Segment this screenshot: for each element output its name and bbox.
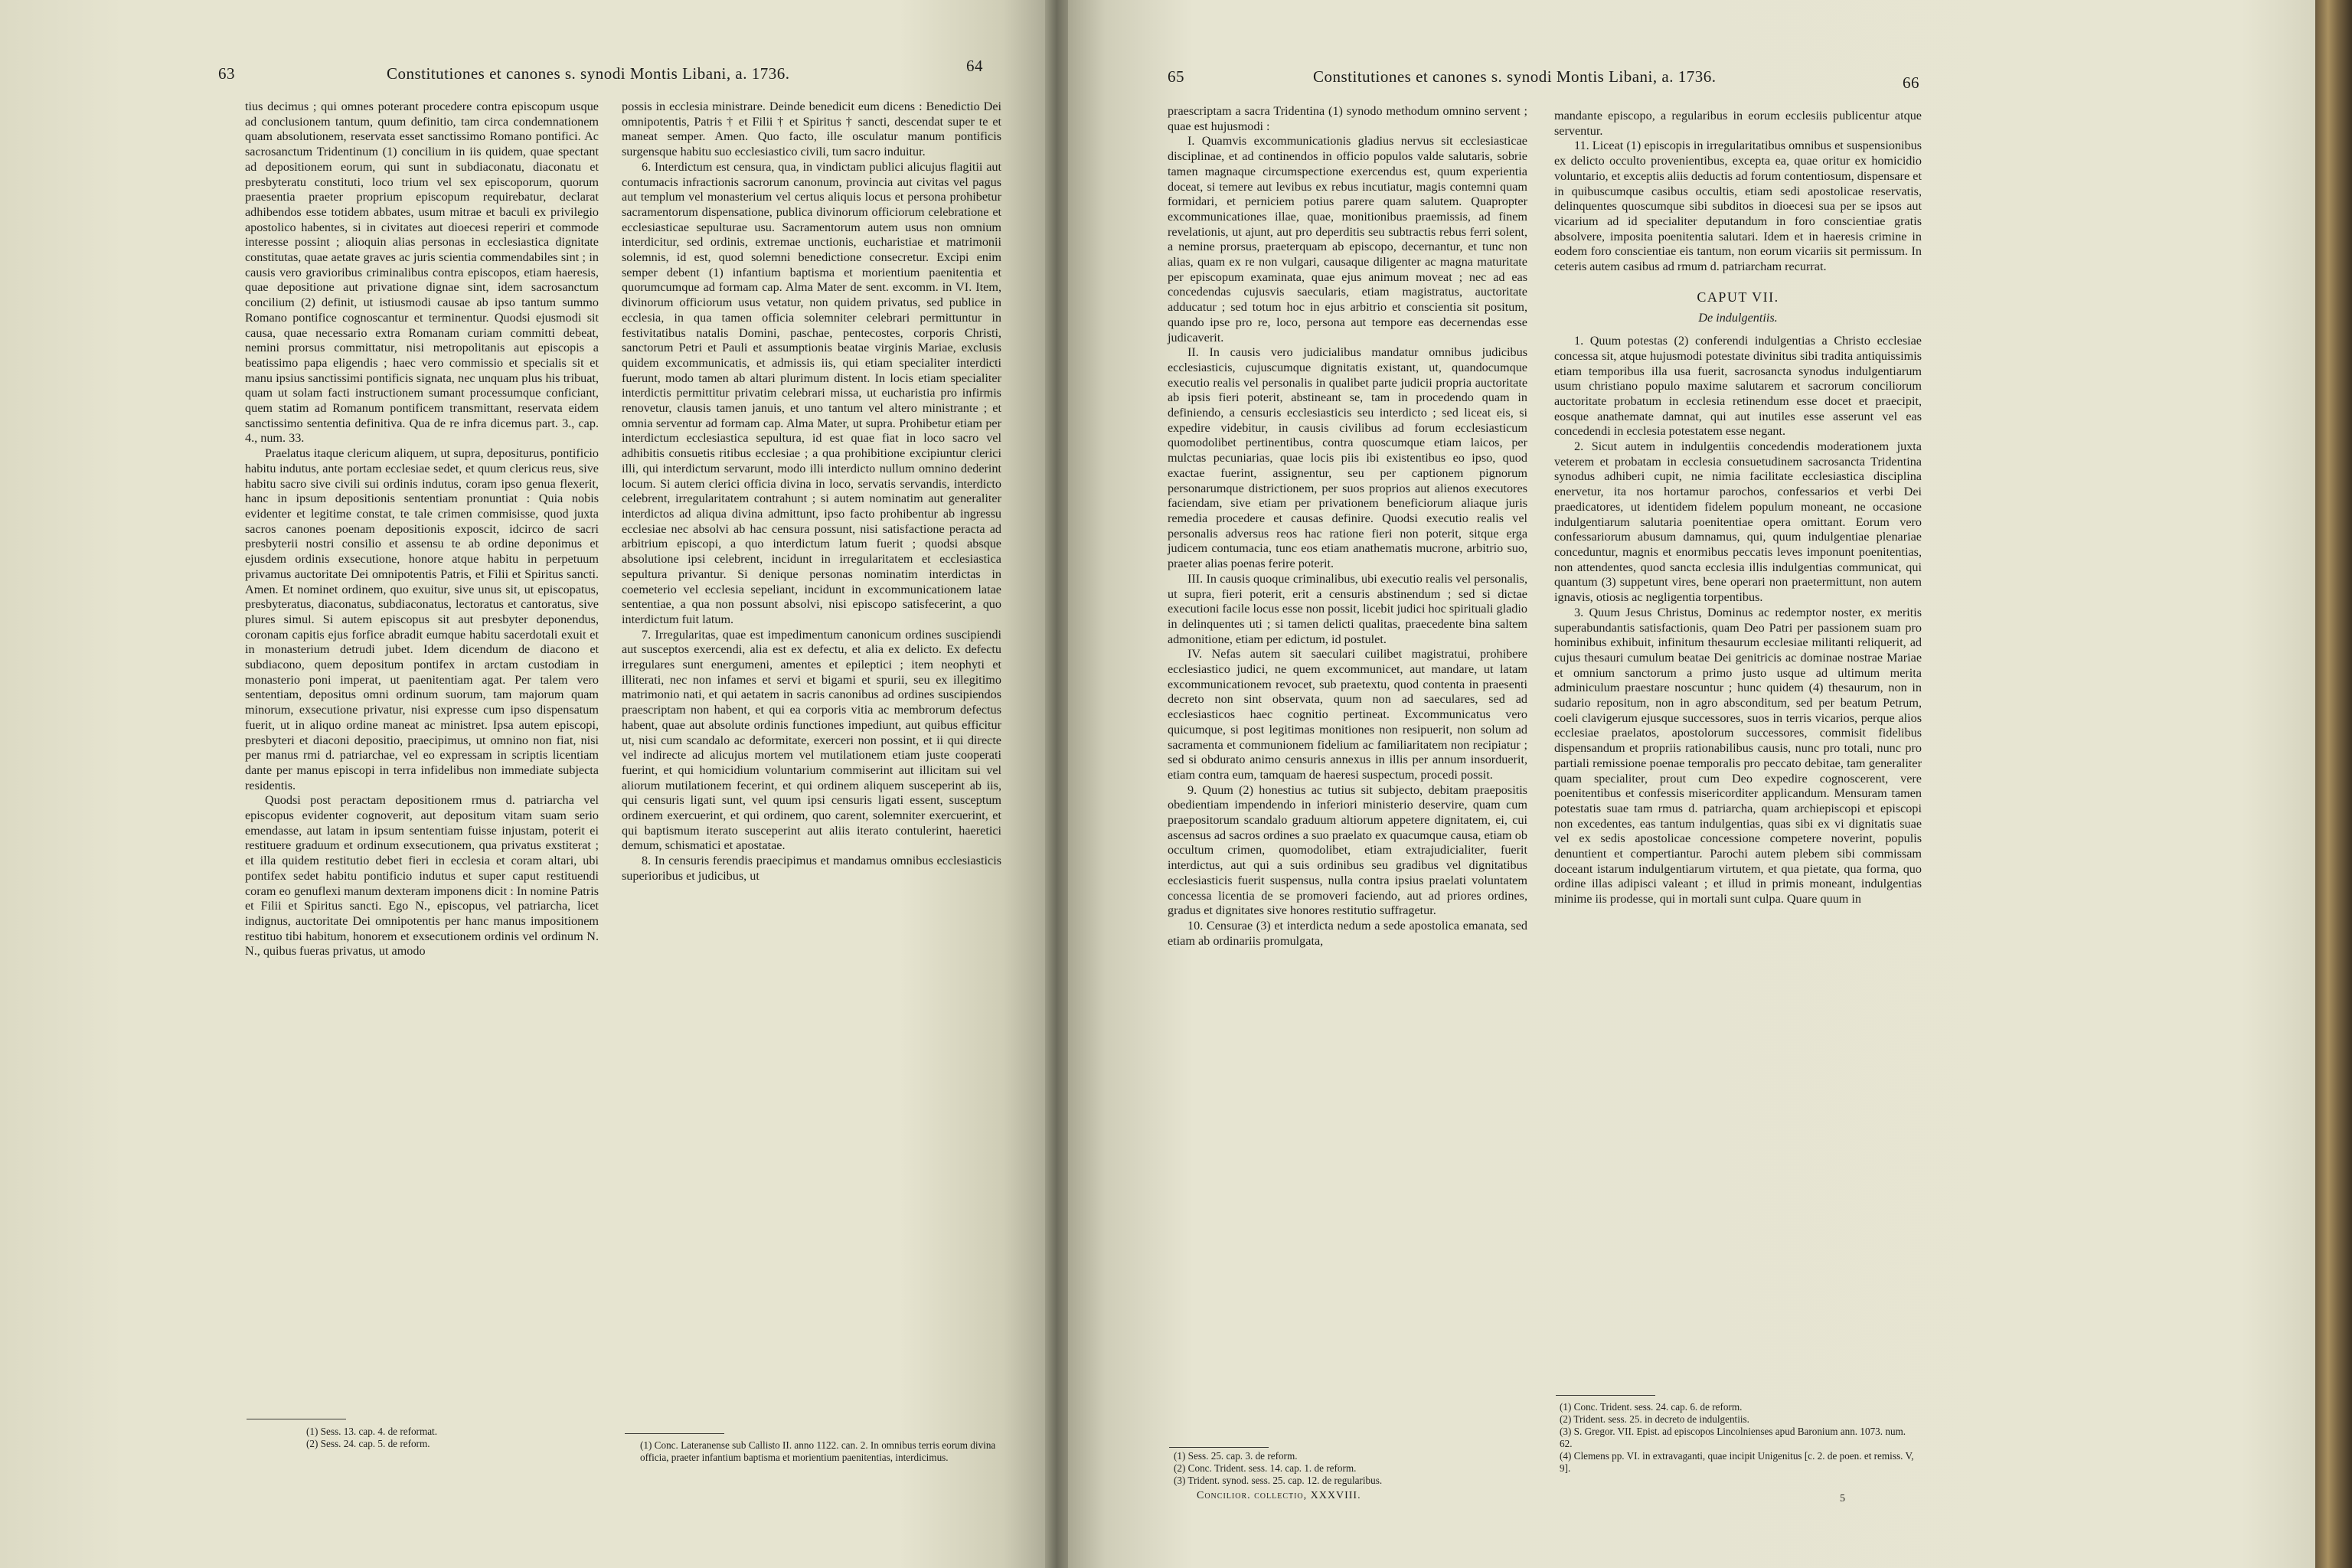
left-running-head: Constitutiones et canones s. synodi Montis Libani, a. 1736. bbox=[387, 64, 790, 83]
book-page-edges bbox=[2315, 0, 2352, 1568]
signature-number: 5 bbox=[1840, 1493, 1845, 1504]
right-column-1 bbox=[1168, 104, 1527, 949]
paragraph: 1. Quum potestas (2) conferendi indulgentias a Christo ecclesiae concessa sit, atque hujusmodi potestate divinitus sibi tradita antiquissimis etiam temporibus illa usa fuerit, sacrosancta synodus indulgentiarum usum christiano populo maxime salutarem et sacrorum conciliorum auctoritate probatum in ecclesia retinendum esse docet et praecipit, eosque anathemate damnat, qui aut inutiles esse asserunt vel eas concedendi in ecclesia potestatem esse negant. bbox=[1554, 334, 1922, 439]
signature-mark: Concilior. collectio, XXXVIII. bbox=[1197, 1490, 1361, 1501]
right-footnotes-1 bbox=[1174, 1450, 1534, 1487]
footnote-rule bbox=[1169, 1447, 1269, 1448]
chapter-subtitle: De indulgentiis. bbox=[1698, 311, 1778, 325]
footnote: (2) Conc. Trident. sess. 14. cap. 1. de reform. bbox=[1174, 1462, 1357, 1474]
left-footnotes-1 bbox=[306, 1426, 597, 1450]
paragraph: 8. In censuris ferendis praecipimus et mandamus omnibus ecclesiasticis superioribus et judicibus, ut bbox=[622, 854, 1001, 883]
footnote: (2) Sess. 24. cap. 5. de reform. bbox=[306, 1438, 430, 1449]
footnote: (3) S. Gregor. VII. Epist. ad episcopos Lincolnienses apud Baronium ann. 1073. num. 62. bbox=[1560, 1426, 1906, 1449]
paragraph: 10. Censurae (3) et interdicta nedum a sede apostolica emanata, sed etiam ab ordinariis promulgata, bbox=[1168, 918, 1527, 948]
footnote-rule bbox=[625, 1433, 724, 1434]
paragraph: 11. Liceat (1) episcopis in irregularitatibus omnibus et suspensionibus ex delicto occulto provenientibus, excepta ea, quae oritur ex homicidio voluntario, et exceptis aliis deductis ad forum contentiosum, dispensare et in quibuscumque casibus occultis, etiam sedi apostolicae reservatis, delinquentes quoscumque sibi subditos in dioecesi sua per se ipsos aut vicarium ad id specialiter deputandum in foro conscientiae gratis absolvere, imposita poenitentia salutari. Idem et in haeresis crimine in eodem foro conscientiae eis tantum, non eorum vicariis sit permissum. In ceteris autem casibus ad rmum d. patriarcham recurrat. bbox=[1554, 139, 1922, 274]
footnote: (1) Conc. Trident. sess. 24. cap. 6. de reform. bbox=[1560, 1401, 1743, 1413]
paragraph: 2. Sicut autem in indulgentiis concedendis moderationem juxta veterem et probatam in ecclesia consuetudinem sacrosancta Tridentina synodus adhiberi cupit, ne nimia facilitate ecclesiastica disciplina enervetur, ita nos hortamur parochos, confessarios et verbi Dei praedicatores, ut identidem fidelem populum moneant, ne occasione indulgentiarum salutaria poenitentiae opera omittant. Eorum vero confessariorum abusum damnamus, qui, quum indulgentiae plenariae conceduntur, magnis et enormibus peccatis leves imponunt poenitentias, non attendentes, quod sancta ecclesia illis indulgentias communicat, qui quantum (3) suppetunt vires, bene operari non praetermittunt, non autem ignavis, otiosis ac negligentia torpentibus. bbox=[1554, 439, 1922, 605]
paragraph: 6. Interdictum est censura, qua, in vindictam publici alicujus flagitii aut contumacis infractionis sacrorum canonum, provincia aut civitas vel pagus aut templum vel monasterium vel certus aliquis locus et persona prohibetur sacramentorum dispensatione, publica divinorum officiorum celebratione et ecclesiasticae sepulturae usu. Sacramentorum autem usus non omnium interdicitur, sed ordinis, extremae unctionis, eucharistiae et matrimonii solemnis, id est, quod solemni benedictione consecretur. Excipi enim semper debent (1) infantium baptisma et morientium paenitentia et quorumcumque ad formam cap. Alma Mater de sent. excomm. in VI. Item, divinorum officiorum usus vetatur, non quidem privatus, sed publice in ecclesia, in qua tamen officia solemniter celebrari permittuntur in festivitatibus natalis Domini, paschae, pentecostes, corporis Christi, sanctorum Petri et Pauli et assumptionis beatae virginis Mariae, exclusis quidem excommunicatis, et admissis iis, qui etiam specialiter interdicti fuerunt, modo tamen ab altari plurimum distent. In locis etiam specialiter interdictis permittitur privatim celebrari missa, ut eucharistia pro infirmis renovetur, clausis tamen januis, et uno tantum vel altero ministrante ; et omnia serventur ad formam cap. Alma Mater, ut supra. Prohibetur etiam per interdictum ecclesiastica sepultura, id est quae fiat in loco sacro vel adhibitis consuetis ritibus ecclesiae ; a qua prohibitione excipiuntur clerici illi, qui interdictum servarunt, modo illi interdicto nullum omnino dederint locum. Si autem clerici officia divina in loco, servatis servandis, interdicto celebrent, irregularitatem contrahunt ; si autem nominatim aut generaliter interdictos ad aliqua divina admittunt, ipso facto prohibentur ab ingressu ecclesiae nec absolvi ab hac censura possunt, nisi satisfactione peracta ad arbitrium episcopi, a quo interdictum latum fuerit ; quodsi absque absolutione ipsi celebrent, incidunt in irregularitatem et ecclesiastica sepultura privantur. Si denique personas nominatim interdictas in coemeterio vel ecclesia sepeliant, incidunt in excommunicationem latae sententiae, a qua non possunt absolvi, nisi episcopo satisfecerint, a quo interdictum fuit latum. bbox=[622, 159, 1001, 626]
paragraph: I. Quamvis excommunicationis gladius nervus sit ecclesiasticae disciplinae, et ad continendos in officio populos valde salutaris, sobrie tamen magnaque circumspectione exercendus est, quum experientia doceat, si temere aut levibus ex rebus incutiatur, magis contemni quam formidari, et perniciem potius parere quam salutem. Quapropter excommunicationes illae, quae, monitionibus praemissis, ad finem revelationis, ut ajunt, aut pro deperditis seu subtractis rebus ferri solent, a nemine prorsus, praeterquam ab episcopo, decernantur, et tunc non alias, quam ex re non vulgari, causaque diligenter ac magna maturitate per episcopum examinata, quae ejus animum moveat ; nec ad eas concedendas cujusvis saecularis, etiam magistratus, auctoritate adducatur ; sed totum hoc in ejus arbitrio et conscientia sit positum, quando ipse pro re, loco, persona aut tempore eas decernendas esse judicaverit. bbox=[1168, 134, 1527, 345]
footnote-rule bbox=[1556, 1395, 1655, 1396]
page-number-63: 63 bbox=[218, 64, 235, 83]
paragraph: possis in ecclesia ministrare. Deinde benedicit eum dicens : Benedictio Dei omnipotentis, Patris † et Filii † et Spiritus † sancti, descendat super te et maneat semper. Amen. Quo facto, ille osculatur manum pontificis surgensque habitu suo ecclesiastico civili, tum sacro induitur. bbox=[622, 100, 1001, 159]
paragraph: Quodsi post peractam depositionem rmus d. patriarcha vel episcopus evidenter cognoverit, aut depositum vitam suam serio emendasse, aut latam in ipsum sententiam fuisse injustam, poterit ei restituere graduum et ordinum exsecutionem, qua privatus exstiterat ; et illa quidem restitutio debet fieri in ecclesia et coram altari, ubi pontifex sedet habitu pontificio indutus et super caput restituendi coram eo genuflexi manum dexteram imponens dicit : In nomine Patris et Filii et Spiritus sancti. Ego N., episcopus, vel patriarcha, licet indignus, auctoritate Dei omnipotentis per hanc manus impositionem restituo tibi habitum, honorem et exsecutionem ordinis vel ordinum N. N., quibus fueras privatus, ut amodo bbox=[245, 793, 599, 959]
paragraph: 7. Irregularitas, quae est impedimentum canonicum ordines suscipiendi aut susceptos exercendi, alia est ex defectu, et alia ex delicto. Ex defectu irregulares sunt energumeni, amentes et epileptici ; item neophyti et illiterati, nec non infames et servi et bigami et spurii, seu ex illegitimo matrimonio nati, et qui aetatem in sacris canonibus ad ordines suscipiendos praescriptam non habent, et qui ea corporis vitia ac membrorum defectus habent, quae aut absolute ordinis functiones impediunt, aut quibus efficitur ut, nisi cum scandalo ac deformitate, exerceri non possint, et ii qui directe vel indirecte ad alicujus mortem vel mutilationem etiam juste cooperati fuerint, et qui homicidium voluntarium commiserint aut illicitam sui vel aliorum mutilationem fecerint, et qui ordinem aliquem susceperint ab iis, qui censuris ligati sunt, vel quum ipsi censuris ligati essent, susceptum ordinem exercuerint, et qui ordinem, quo carent, solemniter exercuerint, et qui baptismum iterato susceperint aut aliis iterato contulerint, haeretici demum, schismatici et apostatae. bbox=[622, 627, 1001, 853]
right-footnotes-2 bbox=[1560, 1401, 1919, 1475]
footnote: (3) Trident. synod. sess. 25. cap. 12. de regularibus. bbox=[1174, 1475, 1383, 1486]
paragraph: 9. Quum (2) honestius ac tutius sit subjecto, debitam praepositis obedientiam impendendo in inferiori ministerio deservire, quam cum praepositorum scandalo graduum altiorum appetere dignitatem, ei, cui ascensus ad sacros ordines a suo praelato ex quacumque causa, etiam ob occultum crimen, quomodolibet, etiam extrajudicialiter, fuerit interdictus, aut qui a suis ordinibus seu gradibus vel dignitatibus ecclesiasticis fuerit suspensus, nulla contra ipsius praelati voluntatem concessa licentia de se promoveri faciendo, aut ad priores ordines, gradus et dignitates sive honores restitutio suffragetur. bbox=[1168, 782, 1527, 918]
footnote: (1) Sess. 13. cap. 4. de reformat. bbox=[306, 1426, 438, 1437]
right-column-2 bbox=[1554, 109, 1922, 907]
left-column-2 bbox=[622, 100, 1001, 884]
right-running-head: Constitutiones et canones s. synodi Montis Libani, a. 1736. bbox=[1313, 67, 1717, 86]
chapter-title: CAPUT VII. bbox=[1697, 289, 1779, 305]
book-gutter bbox=[1045, 0, 1068, 1568]
left-column-1 bbox=[245, 100, 599, 959]
footnote: (2) Trident. sess. 25. in decreto de indulgentiis. bbox=[1560, 1413, 1749, 1425]
footnote: (4) Clemens pp. VI. in extravaganti, quae incipit Unigenitus [c. 2. de poen. et remiss. V, 9]. bbox=[1560, 1450, 1914, 1474]
page-number-66: 66 bbox=[1903, 74, 1919, 92]
paragraph: tius decimus ; qui omnes poterant procedere contra episcopum usque ad conclusionem tantum, quum definitio, tam circa condemnationem quam absolutionem, reservata esset sanctissimo Romano pontifici. Ac sacrosanctum Tridentinum (1) concilium in iis quidem, quae spectant ad depositionem eorum, qui sunt in subdiaconatu, diaconatu et presbyteratu constituti, loco trium vel sex episcoporum, quorum praesentia praeter proprium episcopum requirebatur, declarat adhibendos esse totidem abbates, usum mitrae et baculi ex privilegio apostolico habentes, si in civitates aut dioecesi reperiri et commode interesse possint ; alioquin alias personas in ecclesiastica dignitate constitutas, quae aetate graves ac juris scientia commendabiles sint ; in causis vero gravioribus criminalibus contra episcopos, etiam haeresis, quae depositione aut privatione dignae sint, idem sacrosanctum concilium (2) definit, ut istiusmodi causae ab ipso tantum summo Romano pontifice cognoscantur et terminentur. Quodsi ejusmodi sit causa, quae necessario extra Romanam curiam committi debeat, nemini prorsus committatur, nisi metropolitanis aut episcopis a beatissimo papa eligendis ; haec vero commissio et specialis sit et manu ipsius sanctissimi pontificis signata, nec unquam plus his tribuat, quam ut solam facti instructionem sumant processumque conficiant, quem statim ad Romanum pontificem transmittant, reservata eidem sanctissimo sententia definitiva. Qua de re infra dicemus part. 3., cap. 4., num. 33. bbox=[245, 100, 599, 446]
paragraph: III. In causis quoque criminalibus, ubi executio realis vel personalis, ut supra, fieri poterit, erit a censuris abstinendum ; sed si dictae executioni facile locus esse non possit, licebit judici hoc spirituali gladio in delinquentes uti ; si tamen delicti qualitas, praecedente bina saltem admonitione, etiam per edictum, id postulet. bbox=[1168, 571, 1527, 646]
left-footnotes-2 bbox=[640, 1439, 1000, 1464]
footnote: (1) Sess. 25. cap. 3. de reform. bbox=[1174, 1450, 1298, 1462]
paragraph: mandante episcopo, a regularibus in eorum ecclesiis publicentur atque serventur. bbox=[1554, 109, 1922, 138]
footnote: (1) Conc. Lateranense sub Callisto II. anno 1122. can. 2. In omnibus terris eorum divina officia, praeter infantium baptisma et morientium paenitentias, interdicimus. bbox=[640, 1439, 996, 1463]
paragraph: II. In causis vero judicialibus mandatur omnibus judicibus ecclesiasticis, cujuscumque dignitatis existant, ut, quandocumque executio realis vel personalis in qualibet parte judicii propria auctoritate ab ipsis fieri poterit, abstineant se, tam in procedendo quam in definiendo, a censuris ecclesiasticis seu interdicto ; sed liceat eis, si expedire videbitur, in causis civilibus ad forum ecclesiasticum quomodolibet pertinentibus, contra quoscumque etiam laicos, per mulctas pecuniarias, quae locis piis ibi existentibus eo ipso, quod exactae fuerint, assignentur, seu per captionem pignorum personarumque districtionem, per suos proprios aut alienos executores faciendam, sive etiam per privationem beneficiorum aliaque juris remedia procedere et causas definire. Quodsi executio realis vel personalis adversus reos hac ratione fieri non poterit, sitque erga judicem contumacia, tunc eos etiam anathematis mucrone, arbitrio suo, praeter alias poenas ferire poterit. bbox=[1168, 345, 1527, 571]
right-page bbox=[1068, 0, 2316, 1568]
page-number-64: 64 bbox=[966, 57, 983, 75]
paragraph: Praelatus itaque clericum aliquem, ut supra, depositurus, pontificio habitu indutus, ante portam ecclesiae sedet, et quum clericus reus, sive habitu sacro sive civili sui ordinis indutus, coram ipso genua flexerit, hanc in ipsum depositionis sententiam pronuntiat : Quia nobis evidenter et legitime constat, te tale crimen commisisse, quod juxta sacros canones poenam depositionis exposcit, idcirco de sacri presbyterii nostri consilio et assensu te ab ordine deponimus et ejusdem ordinis exsecutione, honore atque habitu in perpetuum privamus auctoritate Dei omnipotentis Patris, et Filii et Spiritus sancti. Amen. Et nominet ordinem, quo exuitur, sive unus sit, ut episcopatus, presbyteratus, diaconatus, subdiaconatus, lectoratus et cantoratus, sive plures simul. Si autem episcopus sit aut presbyter deponendus, coronam capitis ejus forfice abradit eumque habitu sacerdotali exuit et in monasterium detrudi jubet. Idem dicendum de diacono et subdiacono, quem depositum pontifex in arctam custodiam in monasterio poni imperat, ut paenitentiam agat. Per talem vero sententiam, depositus omni ordinum suorum, tam majorum quam minorum, exsecutione privatur, nisi expresse cum ipso dispensatum fuerit, ut in aliquo ordine maneat ac ministret. Ipsa autem episcopi, presbyteri et diaconi depositio, praecipimus, ut omnino non fiat, nisi per manus rmi d. patriarchae, vel eo expressam in scriptis licentiam dante per manus episcopi in terra infidelibus non immediate subjecta residentis. bbox=[245, 446, 599, 792]
paragraph: IV. Nefas autem sit saeculari cuilibet magistratui, prohibere ecclesiastico judici, ne quem excommunicet, aut mandare, ut latam excommunicationem revocet, sub praetextu, quod contenta in praesenti decreto non sint observata, quum non ad saeculares, sed ad ecclesiasticos haec cognitio pertineat. Excommunicatus vero quicumque, si post legitimas monitiones non resipuerit, non solum ad sacramenta et communionem fidelium ac familiaritatem non recipiatur ; sed si obdurato animo censuris annexus in illis per annum insorduerit, etiam contra eum, tamquam de haeresi suspectum, procedi possit. bbox=[1168, 647, 1527, 782]
paragraph: 3. Quum Jesus Christus, Dominus ac redemptor noster, ex meritis superabundantis satisfactionis, quam Deo Patri per passionem suam pro hominibus exhibuit, infinitum thesaurum ecclesiae militanti reliquerit, ad cujus thesauri cumulum beatae Dei genitricis ac dominae nostrae Mariae et omnium sanctorum a primo justo usque ad ultimum merita adminiculum praestare noscuntur ; hunc quidem (4) thesaurum, non in sudario repositum, non in agro absconditum, sed per beatum Petrum, coeli clavigerum ejusque successores, suos in terris vicarios, perque alios ecclesiae praelatos, apostolorum successores, commisit fidelibus dispensandum et propriis rationabilibus causis, nunc pro totali, nunc pro partiali remissione poenae temporalis pro peccato debitae, tam generaliter quam specialiter, prout cum Deo expedire cognoscerent, vere poenitentibus et confessis misericorditer applicandum. Mensuram tamen potestatis suae tam rmus d. patriarcha, quam archiepiscopi et episcopi non excedentes, eas tantum indulgentias, quas sibi ex vi dignitatis suae vel ex sedis apostolicae concessione competere noverint, populis denuntient et compertiantur. Parochi autem plebem sibi commissam doceant istarum indulgentiarum virtutem, et qua pietate, qua forma, quo ordine illas adipisci valeant ; et illud in primis moneant, indulgentias minime iis prodesse, qui in mortali sunt culpa. Quare quum in bbox=[1554, 605, 1922, 906]
paragraph: praescriptam a sacra Tridentina (1) synodo methodum omnino servent ; quae est hujusmodi : bbox=[1168, 104, 1527, 133]
left-page bbox=[0, 0, 1045, 1568]
page-number-65: 65 bbox=[1168, 67, 1184, 86]
